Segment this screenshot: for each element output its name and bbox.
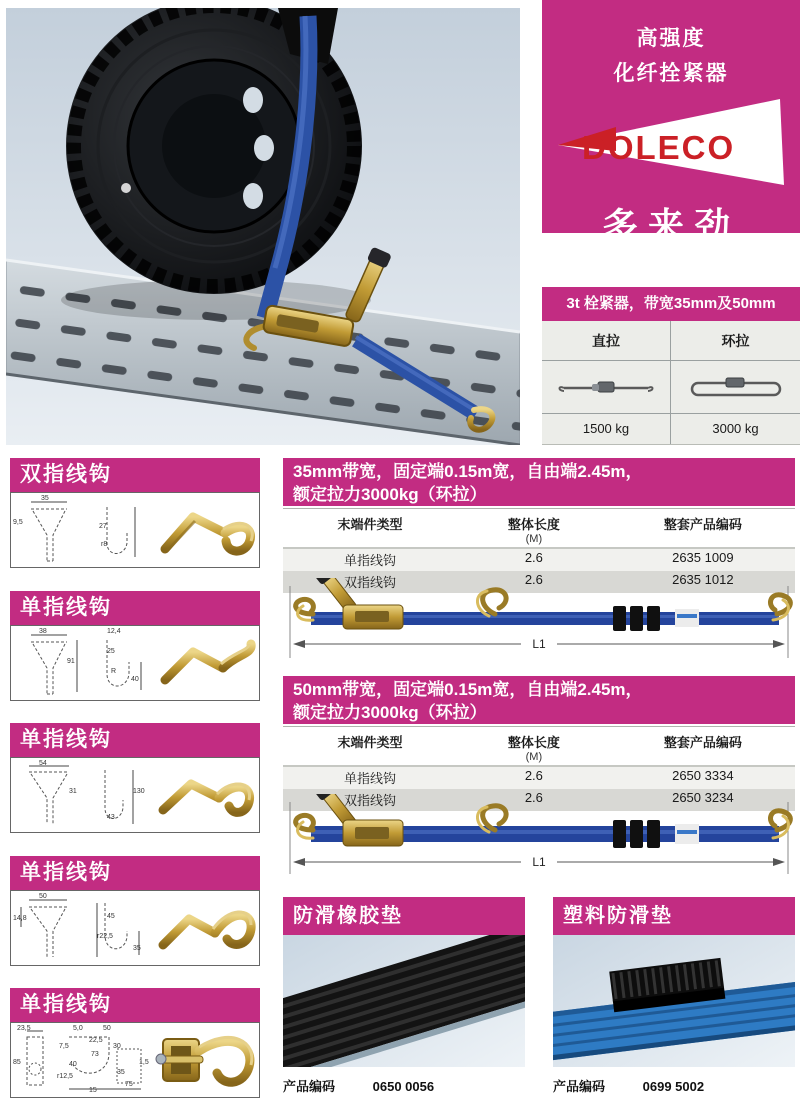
bracket-hook-photo	[153, 1025, 257, 1095]
dim-label: 1,5	[139, 1059, 149, 1066]
dim-label: 35	[133, 945, 141, 952]
spec-table	[542, 321, 800, 445]
dim-label: 9,5	[13, 519, 23, 526]
brand-name: 多来劲	[601, 205, 740, 247]
single-j-hook-photo	[149, 628, 257, 698]
dim-label: 50	[39, 893, 47, 900]
dim-label: 73	[91, 1051, 99, 1058]
spec-col-straight-label: 直拉	[542, 321, 670, 361]
cell-end-fitting: 双指线钩	[344, 793, 397, 808]
dim-label: 23,5	[17, 1025, 31, 1032]
spec-col-loop-capacity: 3000 kg	[712, 421, 759, 436]
cell-length: 2.6	[524, 790, 543, 805]
accessory-rubber-pad	[283, 897, 525, 1072]
dim-label: 54	[39, 760, 47, 767]
col-length-unit: (M)	[525, 533, 543, 545]
brand-title	[542, 0, 800, 91]
doleco-logo-text: DOLECO	[582, 129, 736, 167]
spec-panel	[542, 287, 800, 445]
hook-box-1-drawing	[13, 493, 149, 567]
cell-code: 2635 1012	[672, 572, 734, 587]
table-header-row	[283, 727, 795, 767]
dim-l1-label: L1	[532, 637, 546, 651]
cell-length: 2.6	[524, 768, 543, 783]
dim-label: 43	[107, 814, 115, 821]
dim-label: 40	[69, 1061, 77, 1068]
spec-col-straight-capacity: 1500 kg	[582, 421, 630, 436]
dim-label: 50	[103, 1025, 111, 1032]
dim-label: r8	[101, 541, 108, 548]
dim-label: 40	[131, 676, 139, 683]
cell-code: 2650 3234	[672, 790, 734, 805]
accessory-plastic-pad-code	[553, 1076, 704, 1095]
cell-length: 2.6	[524, 572, 543, 587]
section-50mm-title-line1: 50mm带宽，固定端0.15m宽，自由端2.45m，	[293, 680, 643, 699]
brand-title-line1: 高强度	[636, 27, 706, 50]
dim-label: 15	[89, 1087, 97, 1094]
cell-end-fitting: 双指线钩	[344, 575, 397, 590]
hook-box-3-title: 单指线钩	[10, 723, 260, 757]
section-50mm-title	[283, 676, 795, 724]
dim-label: 38	[39, 628, 47, 635]
spec-col-loop-label: 环拉	[671, 321, 800, 361]
cell-end-fitting: 单指线钩	[344, 553, 397, 568]
hook-box-4-drawing	[13, 891, 149, 965]
code-label: 产品编码	[283, 1079, 336, 1094]
single-j-hook-photo	[149, 760, 257, 830]
hook-box-2-drawing	[13, 626, 149, 700]
dim-label: 25	[107, 648, 115, 655]
accessory-plastic-pad-title: 塑料防滑垫	[553, 897, 795, 935]
cell-end-fitting: 单指线钩	[344, 771, 397, 786]
straight-lashing-icon	[542, 361, 670, 414]
hook-box-3-drawing	[13, 758, 149, 832]
strap-figure-50mm	[283, 794, 795, 891]
dim-label: R	[111, 668, 117, 675]
section-35mm-title-line2: 额定拉力3000kg（环拉）	[293, 484, 487, 504]
dim-label: 35	[41, 495, 49, 502]
strap-figure-35mm	[283, 578, 795, 675]
dim-label: 91	[67, 658, 75, 665]
rubber-pad-photo	[283, 935, 525, 1067]
hook-box-1-title: 双指线钩	[10, 458, 260, 492]
dim-label: 35	[117, 1069, 125, 1076]
col-overall-length: 整体长度 (M)	[457, 732, 611, 763]
dim-label: 7,5	[59, 1043, 69, 1050]
dim-label: 75	[125, 1081, 133, 1088]
hook-box-1	[10, 458, 260, 568]
brand-title-line2: 化纤拴紧器	[613, 61, 729, 85]
spec-panel-title: 3t 栓紧器，带宽35mm及50mm	[542, 287, 800, 321]
code-value: 0699 5002	[642, 1079, 705, 1094]
dim-label: 30	[113, 1043, 121, 1050]
table-row	[283, 767, 795, 789]
section-35mm-title-line1: 35mm带宽，固定端0.15m宽，自由端2.45m，	[293, 462, 643, 481]
cell-code: 2650 3334	[672, 768, 734, 783]
dim-label: 85	[13, 1059, 21, 1066]
col-end-fitting: 末端件类型	[337, 735, 403, 750]
loop-lashing-icon	[671, 361, 800, 414]
dim-label: 22,5	[89, 1037, 103, 1044]
dim-label: 12,4	[107, 628, 121, 635]
brand-panel	[542, 0, 800, 247]
tire-strap-photo-art	[6, 8, 520, 445]
hook-box-2	[10, 591, 260, 701]
dim-label: 5,0	[73, 1025, 83, 1032]
dim-label: 27	[99, 523, 107, 530]
col-product-code: 整套产品编码	[663, 517, 742, 532]
dim-l1-label: L1	[532, 855, 546, 869]
hook-box-4	[10, 856, 260, 966]
code-value: 0650 0056	[372, 1079, 435, 1094]
accessory-rubber-pad-code	[283, 1076, 434, 1095]
hook-box-2-title: 单指线钩	[10, 591, 260, 625]
hook-box-5	[10, 988, 260, 1098]
hook-box-5-title: 单指线钩	[10, 988, 260, 1022]
col-end-fitting: 末端件类型	[337, 517, 403, 532]
dim-label: 45	[107, 913, 115, 920]
table-header-row	[283, 509, 795, 549]
accessory-plastic-pad	[553, 897, 795, 1072]
col-length-unit: (M)	[525, 751, 543, 763]
col-overall-length: 整体长度 (M)	[457, 514, 611, 545]
dim-label: 130	[133, 788, 145, 795]
col-product-code: 整套产品编码	[663, 735, 742, 750]
plastic-pad-photo	[553, 935, 795, 1067]
dim-label: r22,5	[97, 933, 113, 940]
single-j-hook-photo	[149, 893, 257, 963]
accessory-rubber-pad-title: 防滑橡胶垫	[283, 897, 525, 935]
hook-box-3	[10, 723, 260, 833]
hook-box-4-title: 单指线钩	[10, 856, 260, 890]
tire-strap-photo	[6, 8, 520, 445]
dim-label: 31	[69, 788, 77, 795]
cell-length: 2.6	[524, 550, 543, 565]
dim-label: r12,5	[57, 1073, 73, 1080]
code-label: 产品编码	[553, 1079, 606, 1094]
section-50mm-title-line2: 额定拉力3000kg（环拉）	[293, 702, 487, 722]
cell-code: 2635 1009	[672, 550, 734, 565]
double-j-hook-photo	[149, 495, 257, 565]
doleco-logo	[552, 95, 790, 191]
table-row	[283, 549, 795, 571]
section-35mm-title	[283, 458, 795, 506]
dim-label: 14,8	[13, 915, 27, 922]
